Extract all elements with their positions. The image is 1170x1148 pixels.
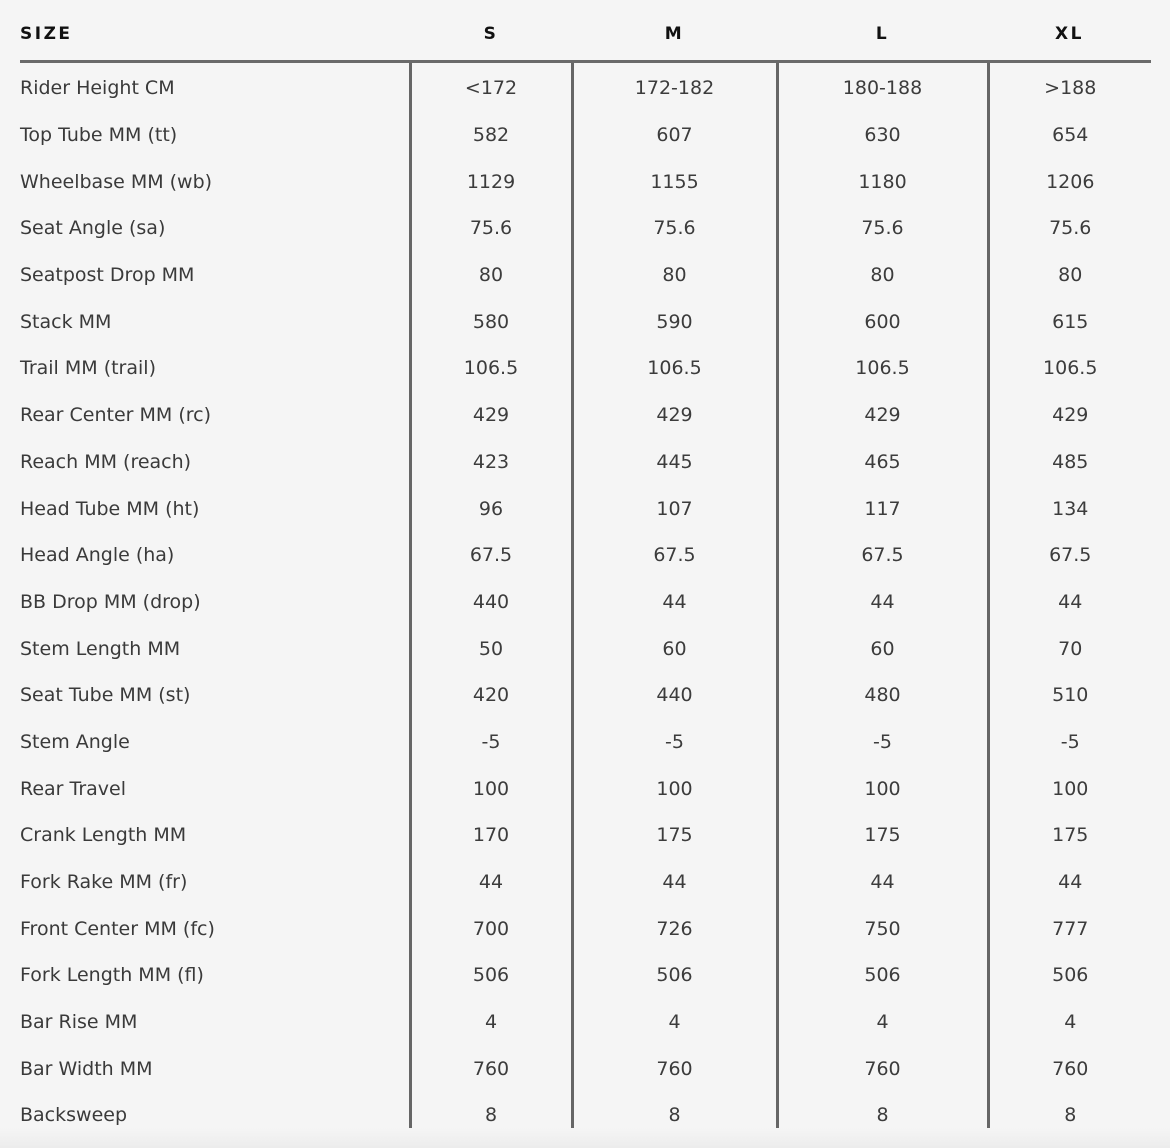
cell-value: 582 xyxy=(410,112,572,159)
cell-value: 760 xyxy=(988,1045,1151,1092)
row-label: Seat Angle (sa) xyxy=(20,217,166,240)
cell-value: 80 xyxy=(777,252,988,299)
cell-value: 60 xyxy=(777,625,988,672)
row-label: Backsweep xyxy=(20,1104,128,1127)
cell-value: 4 xyxy=(777,999,988,1046)
cell-value: 67.5 xyxy=(988,532,1151,579)
row-label: Rider Height CM xyxy=(20,77,175,100)
table-row xyxy=(20,999,1151,1046)
cell-value: 429 xyxy=(988,392,1151,439)
cell-value: 44 xyxy=(410,859,572,906)
size-column-header: M xyxy=(572,8,777,62)
row-label: Fork Rake MM (fr) xyxy=(20,871,188,894)
cell-value: 4 xyxy=(410,999,572,1046)
cell-value: 100 xyxy=(572,765,777,812)
cell-value: 100 xyxy=(988,765,1151,812)
row-label: Seatpost Drop MM xyxy=(20,264,195,287)
row-label: Top Tube MM (tt) xyxy=(20,124,178,147)
size-header: SIZE xyxy=(20,8,410,62)
cell-value: 1129 xyxy=(410,158,572,205)
size-column-header: L xyxy=(777,8,988,62)
cell-value: 50 xyxy=(410,625,572,672)
cell-value: 510 xyxy=(988,672,1151,719)
row-label: Fork Length MM (fl) xyxy=(20,964,204,987)
cell-value: 777 xyxy=(988,905,1151,952)
table-row xyxy=(20,579,1151,626)
row-label: Head Angle (ha) xyxy=(20,544,175,567)
table-row xyxy=(20,439,1151,486)
cell-value: 420 xyxy=(410,672,572,719)
cell-value: 590 xyxy=(572,298,777,345)
cell-value: 107 xyxy=(572,485,777,532)
table-row xyxy=(20,62,1151,112)
cell-value: 760 xyxy=(410,1045,572,1092)
geometry-table xyxy=(20,8,1151,1139)
cell-value: 630 xyxy=(777,112,988,159)
row-label: Reach MM (reach) xyxy=(20,450,192,473)
cell-value: 654 xyxy=(988,112,1151,159)
cell-value: 75.6 xyxy=(777,205,988,252)
table-row xyxy=(20,252,1151,299)
cell-value: 44 xyxy=(777,859,988,906)
row-label: Crank Length MM xyxy=(20,824,187,847)
header-row xyxy=(20,8,1151,62)
row-label: Stem Angle xyxy=(20,730,130,753)
cell-value: 180-188 xyxy=(777,62,988,112)
size-column-header: S xyxy=(410,8,572,62)
cell-value: 117 xyxy=(777,485,988,532)
cell-value: 485 xyxy=(988,439,1151,486)
cell-value: 580 xyxy=(410,298,572,345)
cell-value: -5 xyxy=(988,719,1151,766)
cell-value: 60 xyxy=(572,625,777,672)
cell-value: 44 xyxy=(988,579,1151,626)
cell-value: 1180 xyxy=(777,158,988,205)
row-label: Seat Tube MM (st) xyxy=(20,684,191,707)
cell-value: 700 xyxy=(410,905,572,952)
cell-value: 106.5 xyxy=(777,345,988,392)
cell-value: 170 xyxy=(410,812,572,859)
cell-value: 100 xyxy=(777,765,988,812)
cell-value: 8 xyxy=(410,1092,572,1139)
cell-value: 175 xyxy=(572,812,777,859)
row-label: Stack MM xyxy=(20,310,112,333)
cell-value: 75.6 xyxy=(410,205,572,252)
cell-value: 726 xyxy=(572,905,777,952)
cell-value: 429 xyxy=(410,392,572,439)
cell-value: 44 xyxy=(572,859,777,906)
cell-value: 75.6 xyxy=(988,205,1151,252)
cell-value: -5 xyxy=(572,719,777,766)
cell-value: 506 xyxy=(572,952,777,999)
table-row xyxy=(20,952,1151,999)
cell-value: 8 xyxy=(777,1092,988,1139)
table-row xyxy=(20,859,1151,906)
table-row xyxy=(20,719,1151,766)
table-row xyxy=(20,765,1151,812)
table-row xyxy=(20,298,1151,345)
cell-value: 760 xyxy=(572,1045,777,1092)
cell-value: 445 xyxy=(572,439,777,486)
cell-value: 175 xyxy=(988,812,1151,859)
cell-value: 440 xyxy=(410,579,572,626)
cell-value: 67.5 xyxy=(410,532,572,579)
row-label: Trail MM (trail) xyxy=(20,357,156,380)
cell-value: 480 xyxy=(777,672,988,719)
cell-value: -5 xyxy=(777,719,988,766)
cell-value: 172-182 xyxy=(572,62,777,112)
row-label: Rear Center MM (rc) xyxy=(20,404,212,427)
geometry-table-body xyxy=(20,62,1151,1139)
cell-value: -5 xyxy=(410,719,572,766)
cell-value: 429 xyxy=(572,392,777,439)
cell-value: 96 xyxy=(410,485,572,532)
cell-value: 67.5 xyxy=(777,532,988,579)
cell-value: 80 xyxy=(410,252,572,299)
cell-value: 106.5 xyxy=(572,345,777,392)
bottom-fade xyxy=(0,1128,1170,1148)
cell-value: 80 xyxy=(988,252,1151,299)
table-row xyxy=(20,112,1151,159)
cell-value: 44 xyxy=(988,859,1151,906)
cell-value: 615 xyxy=(988,298,1151,345)
cell-value: >188 xyxy=(988,62,1151,112)
cell-value: 8 xyxy=(988,1092,1151,1139)
cell-value: 80 xyxy=(572,252,777,299)
cell-value: <172 xyxy=(410,62,572,112)
cell-value: 506 xyxy=(988,952,1151,999)
cell-value: 4 xyxy=(988,999,1151,1046)
cell-value: 106.5 xyxy=(410,345,572,392)
cell-value: 600 xyxy=(777,298,988,345)
cell-value: 70 xyxy=(988,625,1151,672)
cell-value: 465 xyxy=(777,439,988,486)
row-label: Wheelbase MM (wb) xyxy=(20,170,213,193)
cell-value: 760 xyxy=(777,1045,988,1092)
cell-value: 67.5 xyxy=(572,532,777,579)
cell-value: 8 xyxy=(572,1092,777,1139)
row-label: Bar Width MM xyxy=(20,1057,153,1080)
cell-value: 175 xyxy=(777,812,988,859)
row-label: Head Tube MM (ht) xyxy=(20,497,200,520)
row-label: Stem Length MM xyxy=(20,637,181,660)
cell-value: 75.6 xyxy=(572,205,777,252)
table-row xyxy=(20,672,1151,719)
cell-value: 134 xyxy=(988,485,1151,532)
cell-value: 607 xyxy=(572,112,777,159)
size-column-header: XL xyxy=(988,8,1151,62)
cell-value: 1206 xyxy=(988,158,1151,205)
cell-value: 1155 xyxy=(572,158,777,205)
table-row xyxy=(20,485,1151,532)
table-row xyxy=(20,392,1151,439)
row-label: BB Drop MM (drop) xyxy=(20,590,201,613)
table-row xyxy=(20,532,1151,579)
cell-value: 100 xyxy=(410,765,572,812)
table-row xyxy=(20,345,1151,392)
table-row xyxy=(20,905,1151,952)
row-label: Rear Travel xyxy=(20,777,127,800)
cell-value: 4 xyxy=(572,999,777,1046)
table-row xyxy=(20,158,1151,205)
table-row xyxy=(20,812,1151,859)
table-row xyxy=(20,1045,1151,1092)
cell-value: 750 xyxy=(777,905,988,952)
row-label: Bar Rise MM xyxy=(20,1011,138,1034)
cell-value: 44 xyxy=(777,579,988,626)
cell-value: 440 xyxy=(572,672,777,719)
cell-value: 44 xyxy=(572,579,777,626)
cell-value: 506 xyxy=(410,952,572,999)
cell-value: 423 xyxy=(410,439,572,486)
table-row xyxy=(20,205,1151,252)
table-row xyxy=(20,625,1151,672)
cell-value: 106.5 xyxy=(988,345,1151,392)
cell-value: 429 xyxy=(777,392,988,439)
cell-value: 506 xyxy=(777,952,988,999)
row-label: Front Center MM (fc) xyxy=(20,917,215,940)
